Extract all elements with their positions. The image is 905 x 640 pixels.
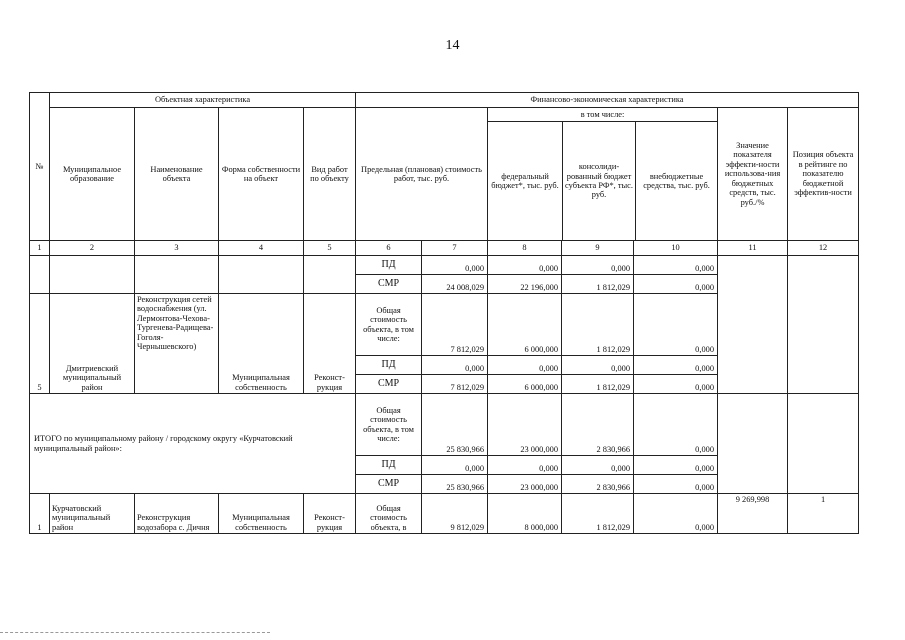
header-work-type: Вид работ по объекту xyxy=(304,108,356,241)
cell-value: 23 000,000 xyxy=(488,475,562,494)
cell-value: 0,000 xyxy=(562,256,634,275)
pd-label: ПД xyxy=(356,256,422,275)
rating-value: 1 xyxy=(788,494,859,534)
cell-value: 6 000,000 xyxy=(488,375,562,394)
cell-value: 0,000 xyxy=(634,456,718,475)
col-number: 3 xyxy=(135,241,219,256)
header-num: № xyxy=(30,93,50,241)
cell-value: 7 812,029 xyxy=(422,294,488,356)
cell-value: 9 812,029 xyxy=(422,494,488,534)
cell-value: 7 812,029 xyxy=(422,375,488,394)
header-max-cost: Предельная (плановая) стоимость работ, тыс. руб. xyxy=(356,108,488,241)
row-number: 5 xyxy=(30,294,50,394)
cell-value: 25 830,966 xyxy=(422,475,488,494)
cell-value: 0,000 xyxy=(488,256,562,275)
header-consolidated: консолиди-рованный бюджет субъекта РФ*, тыс. руб. xyxy=(563,122,636,240)
cell-value: 0,000 xyxy=(422,356,488,375)
header-rating: Позиция объекта в рейтинге по показателю бюджетной эффектив-ности xyxy=(788,108,859,241)
work-type-cell: Реконст-рукция xyxy=(304,294,356,394)
cell-value: 0,000 xyxy=(422,456,488,475)
header-extrabudget: внебюджетные средства, тыс. руб. xyxy=(643,171,710,190)
total-row-label: ИТОГО по муниципальному району / городскому округу «Курчатовский муниципальный район»: xyxy=(30,394,356,494)
row-number: 1 xyxy=(30,494,50,534)
cell-value: 0,000 xyxy=(634,494,718,534)
page-number: 14 xyxy=(445,38,460,53)
cell-value: 8 000,000 xyxy=(488,494,562,534)
cell-value: 6 000,000 xyxy=(488,294,562,356)
header-ownership: Форма собственности на объект xyxy=(219,108,304,241)
table-row xyxy=(30,256,859,275)
cell-value: 24 008,029 xyxy=(422,275,488,294)
efficiency-value: 9 269,998 xyxy=(718,494,788,534)
header-fin-char: Финансово-экономическая характеристика xyxy=(356,93,859,108)
footer-divider xyxy=(0,632,270,633)
table-row xyxy=(30,394,859,456)
col-number: 2 xyxy=(50,241,135,256)
pd-label: ПД xyxy=(356,356,422,375)
col-number: 5 xyxy=(304,241,356,256)
cell-value: 0,000 xyxy=(634,275,718,294)
header-efficiency: Значение показателя эффекти-ности использова-ния бюджетных средств, тыс. руб./% xyxy=(718,108,788,241)
header-object-name: Наименование объекта xyxy=(135,108,219,241)
header-municipality: Муниципальное образование xyxy=(50,108,135,241)
cell-value: 1 812,029 xyxy=(562,375,634,394)
financial-table xyxy=(29,92,859,534)
object-name-cell: Реконструкция сетей водоснабжения (ул. Лермонтова-Чехова-Тургенева-Радищева-Гоголя-Чернышевского) xyxy=(135,294,219,394)
col-number: 10 xyxy=(634,241,718,256)
col-number: 9 xyxy=(562,241,634,256)
smr-label: СМР xyxy=(356,275,422,294)
column-number-row xyxy=(30,241,859,256)
object-name-cell: Реконструкция водозабора с. Дичня xyxy=(135,494,219,534)
col-number: 4 xyxy=(219,241,304,256)
cell-value: 0,000 xyxy=(634,394,718,456)
total-cost-label: Общая стоимость объекта, в том числе: xyxy=(356,294,422,356)
header-federal: федеральный бюджет*, тыс. руб. xyxy=(488,122,563,240)
cell-value: 0,000 xyxy=(634,356,718,375)
col-number: 12 xyxy=(788,241,859,256)
cell-value: 0,000 xyxy=(562,456,634,475)
pd-label: ПД xyxy=(356,456,422,475)
municipality-cell: Дмитриевский муниципальный район xyxy=(50,294,135,394)
cell-value: 1 812,029 xyxy=(562,275,634,294)
municipality-cell: Курчатовский муниципальный район xyxy=(50,494,135,534)
col-number: 6 xyxy=(356,241,422,256)
cell-value: 25 830,966 xyxy=(422,394,488,456)
work-type-cell: Реконст-рукция xyxy=(304,494,356,534)
header-including: в том числе: xyxy=(488,108,717,122)
col-number: 8 xyxy=(488,241,562,256)
total-cost-label: Общая стоимость объекта, в том числе: xyxy=(356,394,422,456)
header-object-char: Объектная характеристика xyxy=(50,93,356,108)
col-number: 11 xyxy=(718,241,788,256)
cell-value: 0,000 xyxy=(634,375,718,394)
cell-value: 1 812,029 xyxy=(562,494,634,534)
cell-value: 2 830,966 xyxy=(562,475,634,494)
smr-label: СМР xyxy=(356,475,422,494)
cell-value: 0,000 xyxy=(562,356,634,375)
total-cost-label: Общая стоимость объекта, в xyxy=(356,494,422,534)
col-number: 7 xyxy=(422,241,488,256)
cell-value: 2 830,966 xyxy=(562,394,634,456)
table-row xyxy=(30,494,859,534)
cell-value: 22 196,000 xyxy=(488,275,562,294)
cell-value: 0,000 xyxy=(634,294,718,356)
header-including-group xyxy=(488,108,718,241)
cell-value: 0,000 xyxy=(488,456,562,475)
smr-label: СМР xyxy=(356,375,422,394)
col-number: 1 xyxy=(30,241,50,256)
cell-value: 0,000 xyxy=(634,475,718,494)
cell-value: 0,000 xyxy=(488,356,562,375)
ownership-cell: Муниципальная собственность xyxy=(219,294,304,394)
cell-value: 0,000 xyxy=(634,256,718,275)
cell-value: 23 000,000 xyxy=(488,394,562,456)
cell-value: 0,000 xyxy=(422,256,488,275)
cell-value: 1 812,029 xyxy=(562,294,634,356)
ownership-cell: Муниципальная собственность xyxy=(219,494,304,534)
